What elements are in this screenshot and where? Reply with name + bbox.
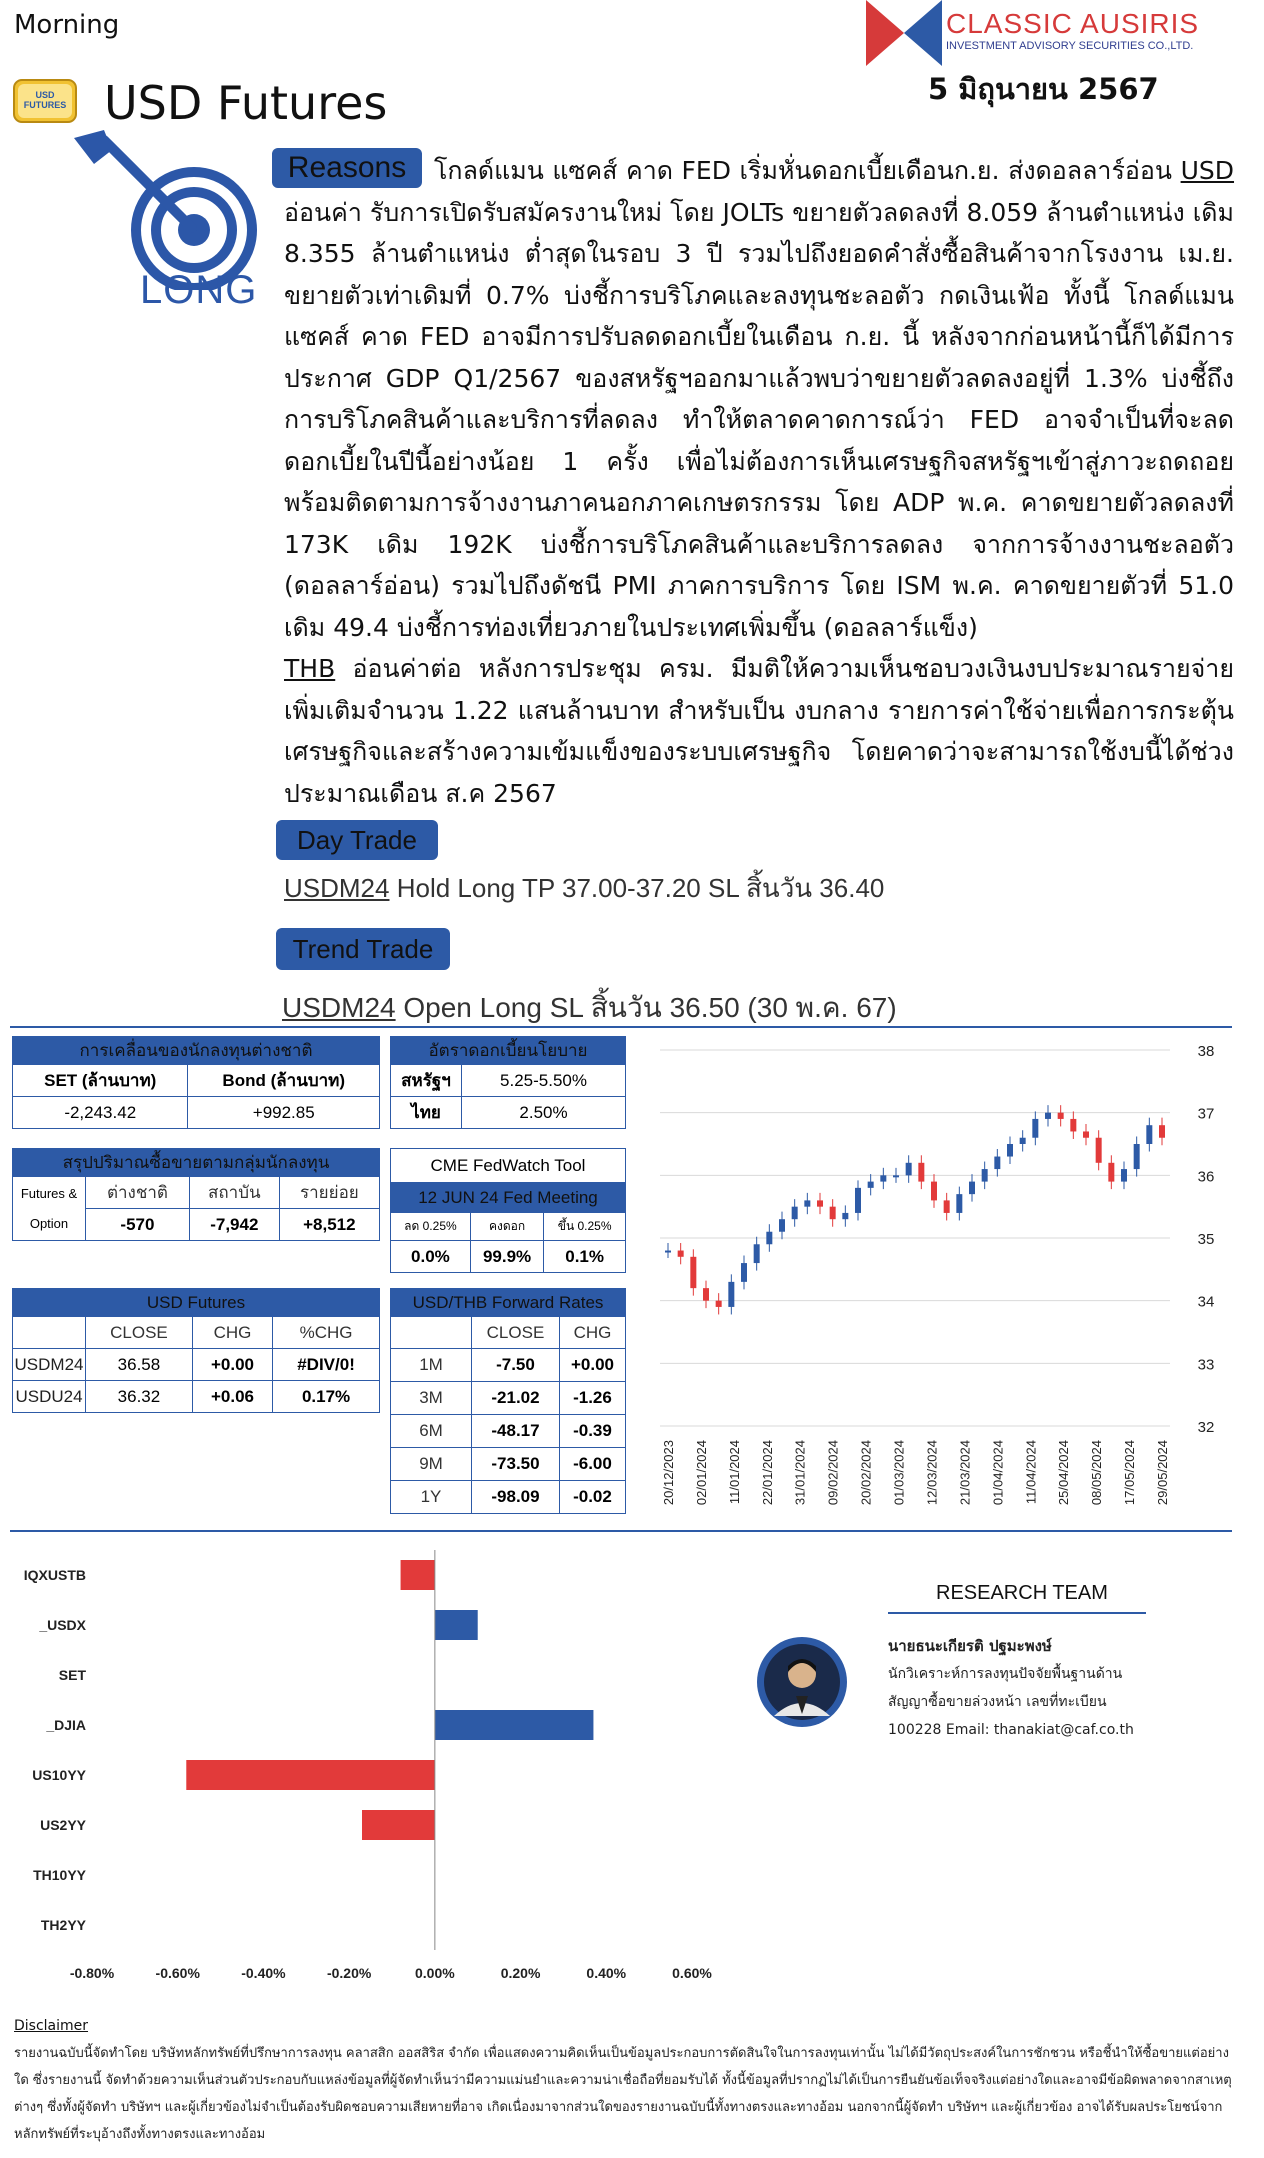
x-tick-label: 17/05/2024 xyxy=(1122,1440,1138,1506)
forward-chg: -1.26 xyxy=(559,1382,625,1415)
candle-body xyxy=(1058,1113,1064,1119)
candle-body xyxy=(1108,1163,1114,1182)
investor-col: ต่างชาติ xyxy=(86,1177,190,1209)
fedwatch-col: ลด 0.25% xyxy=(391,1213,471,1241)
x-tick-label: 08/05/2024 xyxy=(1089,1440,1105,1506)
forward-tenor: 9M xyxy=(391,1448,472,1481)
x-tick-label: 0.00% xyxy=(415,1965,455,1981)
rate-name: สหรัฐฯ xyxy=(391,1065,462,1097)
category-label: TH10YY xyxy=(33,1867,86,1883)
x-tick-label: -0.20% xyxy=(326,1965,372,1981)
analyst-license: สัญญาซื้อขายล่วงหน้า เลขที่ทะเบียน xyxy=(888,1694,1107,1710)
research-team-underline xyxy=(888,1612,1146,1614)
x-tick-label: 21/03/2024 xyxy=(957,1440,973,1506)
fedwatch-title: CME FedWatch Tool xyxy=(391,1149,626,1183)
forward-chg: -0.39 xyxy=(559,1415,625,1448)
rate-name: ไทย xyxy=(391,1097,462,1129)
trend-trade-label: Trend Trade xyxy=(276,928,450,970)
candle-body xyxy=(792,1207,798,1220)
rate-value: 2.50% xyxy=(462,1097,626,1129)
report-date: 5 มิถุนายน 2567 xyxy=(928,72,1159,106)
badge-text: USD FUTURES xyxy=(23,90,67,110)
fedwatch-value: 99.9% xyxy=(470,1241,543,1273)
candle-body xyxy=(931,1182,937,1201)
category-label: _USDX xyxy=(39,1617,86,1633)
investor-value: -7,942 xyxy=(189,1209,279,1241)
forward-chg: -6.00 xyxy=(559,1448,625,1481)
x-tick-label: 0.40% xyxy=(586,1965,627,1981)
usdm24-price-chart xyxy=(650,1028,1240,1538)
forward-close: -7.50 xyxy=(472,1349,560,1382)
x-tick-label: 01/03/2024 xyxy=(891,1440,907,1506)
candle-body xyxy=(830,1207,836,1220)
bond-header: Bond (ล้านบาท) xyxy=(188,1065,380,1097)
investor-col: สถาบัน xyxy=(189,1177,279,1209)
forward-rates-title: USD/THB Forward Rates xyxy=(391,1289,626,1317)
row-label-2: Option xyxy=(29,1215,69,1231)
bar xyxy=(186,1760,435,1790)
x-tick-label: 0.20% xyxy=(500,1965,541,1981)
candle-body xyxy=(855,1188,861,1213)
forward-chg: -0.02 xyxy=(559,1481,625,1514)
candle-body xyxy=(741,1263,747,1282)
category-label: _DJIA xyxy=(46,1717,86,1733)
signal-label: LONG xyxy=(140,268,258,312)
candle-body xyxy=(703,1288,709,1301)
analyst-avatar xyxy=(756,1636,848,1728)
x-tick-label: 02/01/2024 xyxy=(693,1440,709,1506)
x-tick-label: 0.60% xyxy=(672,1965,712,1981)
reasons-usd-text: อ่อนค่า รับการเปิดรับสมัครงานใหม่ โดย JOLTs ขยายตัวลดลงที่ 8.059 ล้านตำแหน่ง เดิม 8.355 ล้านตำแหน่ง ต่ำสุดในรอบ 3 ปี รวมไปถึงยอดคำสั่งซื้อสินค้าจากโรงงาน เม.ย. ขยายตัวเท่าเดิมที่ 0.7% บ่งชี้การบริโภคและลงทุนชะลอตัว กดเงินเฟ้อ ทั้งนี้ โกลด์แมน แซคส์ คาด FED อาจมีการปรับลดดอกเบี้ยในเดือน ก.ย. นี้ หลังจากก่อนหน้านี้ก็ได้มีการประกาศ GDP Q1/2567 ของสหรัฐฯออกมาแล้วพบว่าขยายตัวลดลงอยู่ที่ 1.3% บ่งชี้ถึงการบริโภคสินค้าและบริการที่ลดลง ทำให้ตลาดคาดการณ์ว่า FED อาจจำเป็นที่จะลดดอกเบี้ยในปีนี้อย่างน้อย 1 ครั้ง เพื่อไม่ต้องการเห็นเศรษฐกิจสหรัฐฯเข้าสู่ภาวะถดถอย พร้อมติดตามการจ้างงานภาคนอกภาคเกษตรกรรม โดย ADP พ.ค. คาดขยายตัวลดลงที่ 173K เดิม 192K บ่งชี้การบริโภคสินค้าและบริการลดลง จากการจ้างงานชะลอตัว (ดอลลาร์อ่อน) รวมไปถึงดัชนี PMI ภาคการบริการ โดย ISM พ.ค. คาดขยายตัวที่ 51.0 เดิม 49.4 บ่งชี้การท่องเที่ยวภายในประเทศเพิ่มขึ้น (ดอลลาร์แข็ง) xyxy=(284,197,1234,642)
futures-col: %CHG xyxy=(273,1317,380,1349)
futures-ticker: USDM24 xyxy=(13,1349,86,1381)
fedwatch-col: ขึ้น 0.25% xyxy=(544,1213,626,1241)
futures-pct: #DIV/0! xyxy=(273,1349,380,1381)
forward-col: CLOSE xyxy=(472,1317,560,1349)
candle-body xyxy=(1007,1144,1013,1157)
candle-body xyxy=(716,1301,722,1307)
candle-body xyxy=(779,1219,785,1232)
x-tick-label: 20/12/2023 xyxy=(661,1440,676,1506)
forward-col: CHG xyxy=(559,1317,625,1349)
candle-body xyxy=(817,1200,823,1206)
category-label: US10YY xyxy=(32,1767,86,1783)
brand-logo-icon xyxy=(866,0,942,66)
x-tick-label: 31/01/2024 xyxy=(792,1440,808,1506)
day-trade-label: Day Trade xyxy=(276,820,438,860)
y-tick-label: 34 xyxy=(1197,1293,1215,1311)
forward-tenor: 3M xyxy=(391,1382,472,1415)
category-label: US2YY xyxy=(40,1817,86,1833)
x-tick-label: 11/01/2024 xyxy=(726,1440,742,1505)
futures-ticker: USDU24 xyxy=(13,1381,86,1413)
candle-body xyxy=(690,1257,696,1288)
x-tick-label: 29/05/2024 xyxy=(1155,1440,1170,1506)
day-trade-ticker: USDM24 xyxy=(284,873,390,903)
usd-futures-title: USD Futures xyxy=(13,1289,380,1317)
forward-tenor: 1M xyxy=(391,1349,472,1382)
bar xyxy=(401,1560,435,1590)
investor-value: +8,512 xyxy=(279,1209,379,1241)
analyst-contact: 100228 Email: thanakiat@caf.co.th xyxy=(888,1722,1134,1738)
investor-summary-title: สรุปปริมาณซื้อขายตามกลุ่มนักลงทุน xyxy=(13,1149,380,1177)
investor-summary-table xyxy=(12,1148,380,1241)
x-tick-label: -0.80% xyxy=(69,1965,115,1981)
section-divider xyxy=(10,1530,1232,1532)
forward-close: -98.09 xyxy=(472,1481,560,1514)
fedwatch-value: 0.0% xyxy=(391,1241,471,1273)
bar xyxy=(362,1810,435,1840)
blank-cell xyxy=(13,1317,86,1349)
candle-body xyxy=(754,1244,760,1263)
policy-rate-table xyxy=(390,1036,626,1129)
thb-ticker-label: THB xyxy=(284,654,336,683)
fedwatch-value: 0.1% xyxy=(544,1241,626,1273)
trend-trade-ticker: USDM24 xyxy=(282,992,396,1023)
blank-cell xyxy=(391,1317,472,1349)
y-tick-label: 33 xyxy=(1197,1356,1215,1374)
candle-body xyxy=(1134,1144,1140,1169)
investor-value: -570 xyxy=(86,1209,190,1241)
trend-trade-line xyxy=(282,986,897,1030)
bar xyxy=(435,1610,478,1640)
candle-body xyxy=(728,1282,734,1307)
x-tick-label: 12/03/2024 xyxy=(924,1440,940,1506)
x-tick-label: 20/02/2024 xyxy=(858,1440,874,1506)
candle-body xyxy=(1096,1138,1102,1163)
candle-body xyxy=(665,1251,671,1253)
reasons-label: Reasons xyxy=(272,148,422,188)
candle-body xyxy=(1045,1113,1051,1119)
futures-chg: +0.06 xyxy=(192,1381,272,1413)
brand-subtitle: INVESTMENT ADVISORY SECURITIES CO.,LTD. xyxy=(946,40,1194,52)
futures-option-label xyxy=(13,1177,86,1241)
forward-close: -21.02 xyxy=(472,1382,560,1415)
candle-body xyxy=(1070,1119,1076,1132)
candle-body xyxy=(982,1169,988,1182)
category-label: SET xyxy=(58,1667,86,1683)
fedwatch-meeting: 12 JUN 24 Fed Meeting xyxy=(391,1183,626,1213)
fedwatch-col: คงดอก xyxy=(470,1213,543,1241)
x-tick-label: 01/04/2024 xyxy=(990,1440,1006,1506)
candle-body xyxy=(969,1182,975,1195)
usd-ticker-label: USD xyxy=(1180,156,1235,185)
candle-body xyxy=(906,1163,912,1176)
candle-body xyxy=(918,1163,924,1182)
candle-body xyxy=(1121,1169,1127,1182)
policy-rate-title: อัตราดอกเบี้ยนโยบาย xyxy=(391,1037,626,1065)
category-label: IQXUSTB xyxy=(23,1567,86,1583)
candle-body xyxy=(804,1200,810,1206)
disclaimer-title: Disclaimer xyxy=(14,2018,89,2034)
candle-body xyxy=(944,1200,950,1213)
set-header: SET (ล้านบาท) xyxy=(13,1065,188,1097)
day-trade-text: Hold Long TP 37.00-37.20 SL สิ้นวัน 36.40 xyxy=(396,873,885,903)
foreign-flow-title: การเคลื่อนของนักลงทุนต่างชาติ xyxy=(13,1037,380,1065)
bond-value: +992.85 xyxy=(188,1097,380,1129)
x-tick-label: 22/01/2024 xyxy=(759,1440,775,1506)
day-trade-line xyxy=(284,868,884,909)
forward-close: -73.50 xyxy=(472,1448,560,1481)
candle-body xyxy=(1146,1125,1152,1144)
candle-body xyxy=(893,1175,899,1177)
futures-close: 36.58 xyxy=(86,1349,193,1381)
y-tick-label: 38 xyxy=(1197,1043,1215,1060)
candle-body xyxy=(956,1194,962,1213)
futures-col: CLOSE xyxy=(86,1317,193,1349)
candle-body xyxy=(868,1182,874,1188)
research-team-title: RESEARCH TEAM xyxy=(936,1582,1108,1604)
candle-body xyxy=(1020,1138,1026,1144)
rate-value: 5.25-5.50% xyxy=(462,1065,626,1097)
analyst-role: นักวิเคราะห์การลงทุนปัจจัยพื้นฐานด้าน xyxy=(888,1666,1123,1682)
futures-close: 36.32 xyxy=(86,1381,193,1413)
candle-body xyxy=(1083,1131,1089,1137)
y-tick-label: 36 xyxy=(1197,1168,1215,1186)
category-label: TH2YY xyxy=(40,1917,86,1933)
forward-tenor: 1Y xyxy=(391,1481,472,1514)
futures-col: CHG xyxy=(192,1317,272,1349)
market-change-bar-chart xyxy=(10,1540,730,2010)
x-tick-label: -0.60% xyxy=(155,1965,200,1981)
futures-chg: +0.00 xyxy=(192,1349,272,1381)
row-label-1: Futures & xyxy=(20,1185,78,1201)
trend-trade-text: Open Long SL สิ้นวัน 36.50 (30 พ.ค. 67) xyxy=(403,992,897,1023)
forward-chg: +0.00 xyxy=(559,1349,625,1382)
fedwatch-table xyxy=(390,1148,626,1273)
x-tick-label: -0.40% xyxy=(241,1965,286,1981)
candle-body xyxy=(1159,1125,1165,1138)
candle-body xyxy=(994,1157,1000,1170)
x-tick-label: 09/02/2024 xyxy=(825,1440,841,1506)
y-tick-label: 32 xyxy=(1197,1419,1215,1436)
brand-name: CLASSIC AUSIRIS xyxy=(946,8,1200,39)
analyst-name: นายธนะเกียรติ ปฐมะพงษ์ xyxy=(888,1637,1052,1655)
disclaimer-text: รายงานฉบับนี้จัดทำโดย บริษัทหลักทรัพย์ที่ปรึกษาการลงทุน คลาสสิก ออสสิริส จำกัด เพื่อแสดงความคิดเห็นเป็นข้อมูลประกอบการตัดสินใจในการลงทุนเท่านั้น ไม่ได้มีวัตถุประสงค์ในการชักชวน หรือชี้นำให้ซื้อขายแต่อย่างใด ซึ่งรายงานนี้ จัดทำด้วยความเห็นส่วนตัวประกอบกับแหล่งข้อมูลที่ผู้จัดทำเห็นว่ามีความแม่นยำและความน่าเชื่อถือที่ยอมรับได้ ทั้งนี้ข้อมูลที่ปรากฏไม่ได้เป็นการยืนยันข้อเท็จจริงแต่อย่างใดและอาจมีข้อผิดพลาดจากสาเหตุต่างๆ ซึ่งทั้งผู้จัดทำ บริษัทฯ และผู้เกี่ยวข้องไม่จำเป็นต้องรับผิดชอบความเสียหายที่อาจ เกิดเนื่องมาจากส่วนใดของรายงานฉบับนี้ทั้งทางตรงและทางอ้อม นอกจากนี้ผู้จัดทำ บริษัทฯ และผู้เกี่ยวข้อง อาจได้รับผลประโยชน์จากหลักทรัพย์ที่ระบุอ้างถึงทั้งทางตรงและทางอ้อม xyxy=(14,2046,1232,2142)
forward-close: -48.17 xyxy=(472,1415,560,1448)
reasons-lead: โกลด์แมน แซคส์ คาด FED เริ่มหั่นดอกเบี้ยเดือนก.ย. ส่งดอลลาร์อ่อน xyxy=(434,156,1173,185)
bar xyxy=(435,1710,594,1740)
x-tick-label: 11/04/2024 xyxy=(1023,1440,1039,1505)
target-arrow-icon xyxy=(74,130,274,290)
candle-body xyxy=(678,1251,684,1257)
forward-tenor: 6M xyxy=(391,1415,472,1448)
candle-body xyxy=(842,1213,848,1219)
candle-body xyxy=(766,1232,772,1245)
candle-body xyxy=(1032,1119,1038,1138)
analyst-info xyxy=(888,1632,1134,1744)
set-value: -2,243.42 xyxy=(13,1097,188,1129)
usd-futures-table xyxy=(12,1288,380,1413)
futures-pct: 0.17% xyxy=(273,1381,380,1413)
y-tick-label: 37 xyxy=(1197,1105,1215,1123)
forward-rates-table xyxy=(390,1288,626,1514)
candle-body xyxy=(880,1175,886,1181)
reasons-body xyxy=(284,150,1234,814)
reasons-thb-text: อ่อนค่าต่อ หลังการประชุม ครม. มีมติให้ความเห็นชอบวงเงินงบประมาณรายจ่ายเพิ่มเติมจำนวน 1.22 แสนล้านบาท สำหรับเป็น งบกลาง รายการค่าใช้จ่ายเพื่อการกระตุ้นเศรษฐกิจและสร้างความเข้มแข็งของระบบเศรษฐกิจ โดยคาดว่าจะสามารถใช้งบนี้ได้ช่วงประมาณเดือน ส.ค 2567 xyxy=(284,654,1234,808)
usd-futures-badge-icon xyxy=(12,78,78,124)
page-title: USD Futures xyxy=(104,76,388,130)
x-tick-label: 25/04/2024 xyxy=(1056,1440,1072,1506)
foreign-flow-table xyxy=(12,1036,380,1129)
investor-col: รายย่อย xyxy=(279,1177,379,1209)
y-tick-label: 35 xyxy=(1197,1231,1215,1248)
report-session-label: Morning xyxy=(14,10,120,40)
